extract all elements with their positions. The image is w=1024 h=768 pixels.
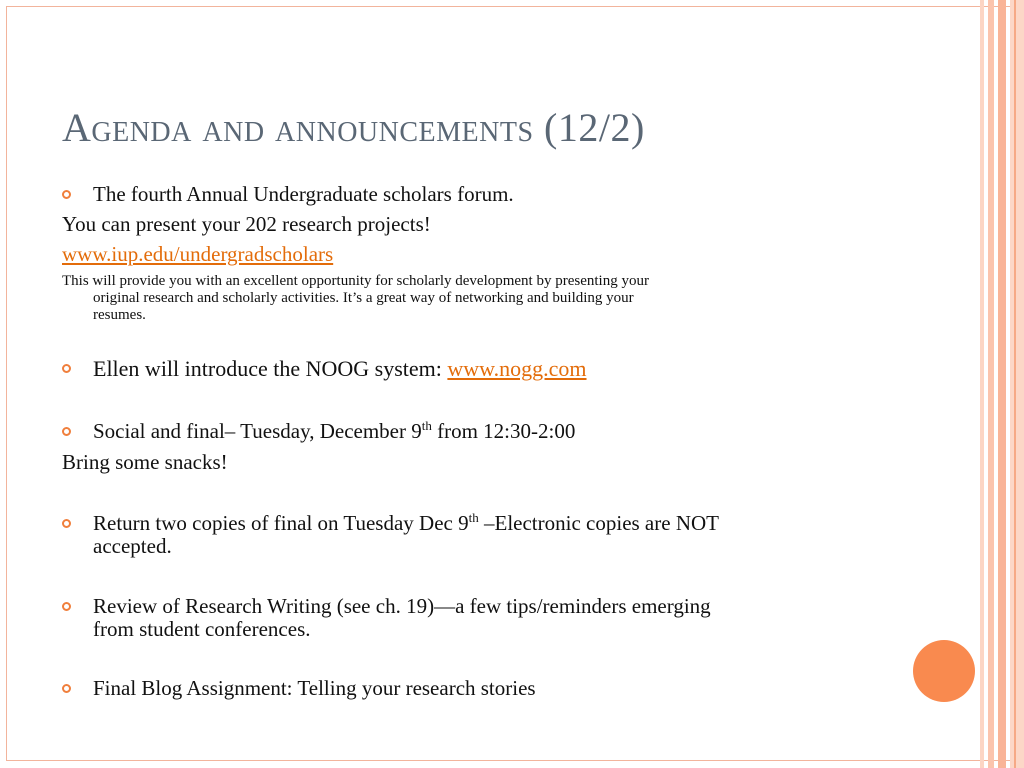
social-text-after: from 12:30-2:00 bbox=[431, 419, 576, 443]
slide-title: Agenda and announcements (12/2) bbox=[62, 105, 645, 150]
forum-desc-line: resumes. bbox=[93, 307, 146, 323]
decor-stripe bbox=[980, 0, 984, 768]
bullet-forum: The fourth Annual Undergraduate scholars forum. bbox=[93, 182, 514, 206]
snacks-line: Bring some snacks! bbox=[62, 450, 228, 474]
decor-stripe bbox=[998, 0, 1006, 768]
review-line-2: from student conferences. bbox=[93, 617, 311, 641]
noog-text: Ellen will introduce the NOOG system: bbox=[93, 356, 448, 381]
bullet-return bbox=[93, 511, 719, 536]
forum-desc-line: This will provide you with an excellent opportunity for scholarly development by presenting your bbox=[62, 273, 649, 289]
return-sup: th bbox=[468, 510, 479, 525]
bullet-blog: Final Blog Assignment: Telling your research stories bbox=[93, 676, 536, 700]
decor-stripe bbox=[1014, 0, 1016, 768]
return-text: Return two copies of final on Tuesday Dec 9 bbox=[93, 511, 469, 535]
social-sup: th bbox=[421, 418, 432, 433]
bullet-social bbox=[93, 419, 575, 444]
present-line: You can present your 202 research projects! bbox=[62, 212, 431, 236]
social-text: Social and final– Tuesday, December 9 bbox=[93, 419, 422, 443]
forum-link[interactable]: www.iup.edu/undergradscholars bbox=[62, 242, 334, 266]
forum-desc-line: original research and scholarly activities. It’s a great way of networking and building your bbox=[93, 290, 634, 306]
noog-link[interactable]: www.nogg.com bbox=[447, 356, 587, 381]
decor-circle bbox=[913, 640, 975, 702]
forum-description bbox=[62, 273, 649, 324]
decor-stripe bbox=[988, 0, 994, 768]
return-text-after: –Electronic copies are NOT bbox=[478, 511, 719, 535]
bullet-noog bbox=[93, 356, 587, 382]
return-line-2: accepted. bbox=[93, 534, 172, 558]
decor-stripe bbox=[1010, 0, 1024, 768]
bullet-review: Review of Research Writing (see ch. 19)—a few tips/reminders emerging bbox=[93, 594, 711, 618]
